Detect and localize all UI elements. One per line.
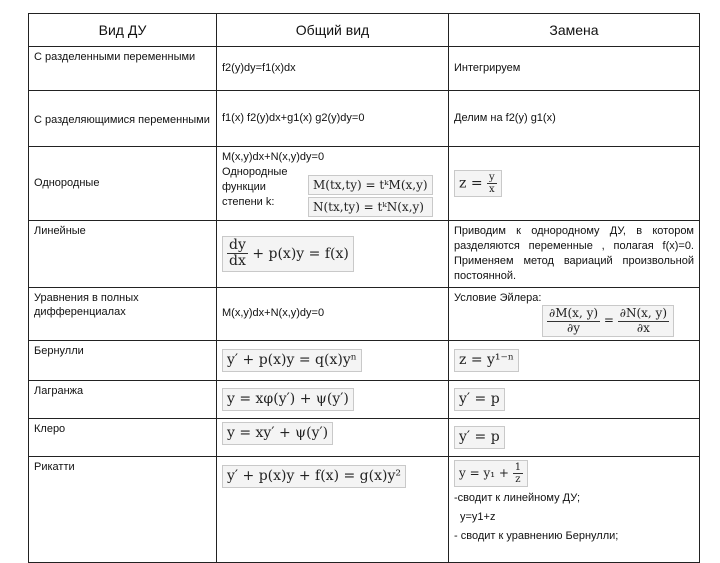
row-type: С разделяющимися переменными: [29, 91, 217, 147]
row-substitution: [449, 456, 700, 562]
table-row: [29, 47, 700, 91]
bernoulli-substitution: z = y¹⁻ⁿ: [454, 349, 519, 372]
equation-rest: + p(x)y = f(x): [252, 245, 349, 262]
table-row: [29, 147, 700, 221]
riccati-note-bernoulli: - сводит к уравнению Бернулли;: [454, 529, 619, 542]
row-substitution: [449, 380, 700, 418]
table-row: [29, 287, 700, 340]
fraction-denominator: ∂y: [567, 320, 580, 335]
lagrange-substitution: y′ = p: [454, 388, 505, 411]
table-row: [29, 340, 700, 380]
fraction-denominator: dx: [229, 253, 246, 270]
fraction-numerator: ∂N(x, y): [619, 306, 667, 321]
row-type: Лагранжа: [29, 380, 217, 418]
equations-table: [28, 13, 700, 563]
fraction-numerator: dy: [229, 237, 246, 254]
row-general: [217, 380, 449, 418]
row-general: [217, 221, 449, 287]
euler-lhs: [547, 307, 600, 334]
row-general: [217, 147, 449, 221]
homogeneous-detail: [222, 165, 443, 217]
row-general: [217, 456, 449, 562]
row-substitution: Интегрируем: [449, 47, 700, 91]
header-row: [29, 14, 700, 47]
homogeneous-text: Однородные функции степени k:: [222, 165, 288, 208]
sub-lhs: z =: [459, 175, 483, 192]
bernoulli-equation: y′ + p(x)y = q(x)yⁿ: [222, 349, 362, 372]
row-type: Однородные: [29, 147, 217, 221]
row-substitution: [449, 287, 700, 340]
fraction-denominator: x: [489, 184, 495, 196]
euler-equation: [542, 305, 674, 336]
header-substitution: Замена: [449, 14, 700, 47]
homogeneous-eq-n: N(tx,ty) = tᵏN(x,y): [308, 197, 433, 217]
homogeneous-substitution: [454, 170, 502, 197]
riccati-note-linear: -сводит к линейному ДУ;: [454, 491, 580, 504]
clairaut-equation: y = xy′ + ψ(y′): [222, 422, 333, 445]
fraction-numerator: ∂M(x, y): [549, 306, 599, 321]
row-general: f1(x) f2(y)dx+g1(x) g2(y)dy=0: [217, 91, 449, 147]
euler-label: Условие Эйлера:: [454, 291, 542, 304]
sub-lhs: y = y₁ +: [459, 465, 509, 480]
row-general: [217, 340, 449, 380]
table-row: [29, 456, 700, 562]
row-type: Бернулли: [29, 340, 217, 380]
lagrange-equation: y = xφ(y′) + ψ(y′): [222, 388, 354, 411]
fraction-numerator: y: [489, 172, 495, 184]
row-substitution: Делим на f2(y) g1(x): [449, 91, 700, 147]
sub-fraction: [513, 462, 523, 485]
homogeneous-eq-line: M(x,y)dx+N(x,y)dy=0: [222, 151, 325, 163]
table-row: [29, 221, 700, 287]
fraction-denominator: ∂x: [636, 320, 650, 335]
derivative-fraction: [227, 238, 248, 270]
row-substitution: [449, 147, 700, 221]
table-row: [29, 418, 700, 456]
row-type: С разделенными переменными: [29, 47, 217, 91]
equals-sign: =: [603, 313, 614, 328]
linear-equation: [222, 236, 354, 272]
row-substitution: [449, 418, 700, 456]
homogeneous-eq-m: M(tx,ty) = tᵏM(x,y): [308, 175, 433, 195]
riccati-sub-formula-wrap: [454, 460, 694, 487]
homogeneous-equations: [308, 175, 433, 217]
row-general: [217, 418, 449, 456]
row-type: Уравнения в полных дифференциалах: [29, 287, 217, 340]
header-general: Общий вид: [217, 14, 449, 47]
fraction-denominator: z: [515, 473, 521, 485]
euler-rhs: [618, 307, 669, 334]
row-substitution: [449, 340, 700, 380]
row-general: f2(y)dy=f1(x)dx: [217, 47, 449, 91]
riccati-sub-formula: [454, 460, 528, 487]
equations-table-wrapper: [28, 13, 699, 540]
riccati-equation: y′ + p(x)y + f(x) = g(x)y²: [222, 465, 406, 488]
table-row: [29, 380, 700, 418]
sub-fraction: [487, 172, 497, 195]
table-row: [29, 91, 700, 147]
riccati-sub-simple: y=y1+z: [460, 510, 496, 523]
row-type: Клеро: [29, 418, 217, 456]
row-substitution: Приводим к однородному ДУ, в котором разделяются переменные , полагая f(x)=0. Применяем метод вариаций произвольной постоянной.: [449, 221, 700, 287]
row-type: Линейные: [29, 221, 217, 287]
row-type: Рикатти: [29, 456, 217, 562]
row-general: M(x,y)dx+N(x,y)dy=0: [217, 287, 449, 340]
header-type: Вид ДУ: [29, 14, 217, 47]
clairaut-substitution: y′ = p: [454, 426, 505, 449]
fraction-numerator: 1: [514, 461, 522, 473]
euler-condition: [454, 305, 694, 336]
riccati-substitution-stack: [454, 460, 694, 544]
